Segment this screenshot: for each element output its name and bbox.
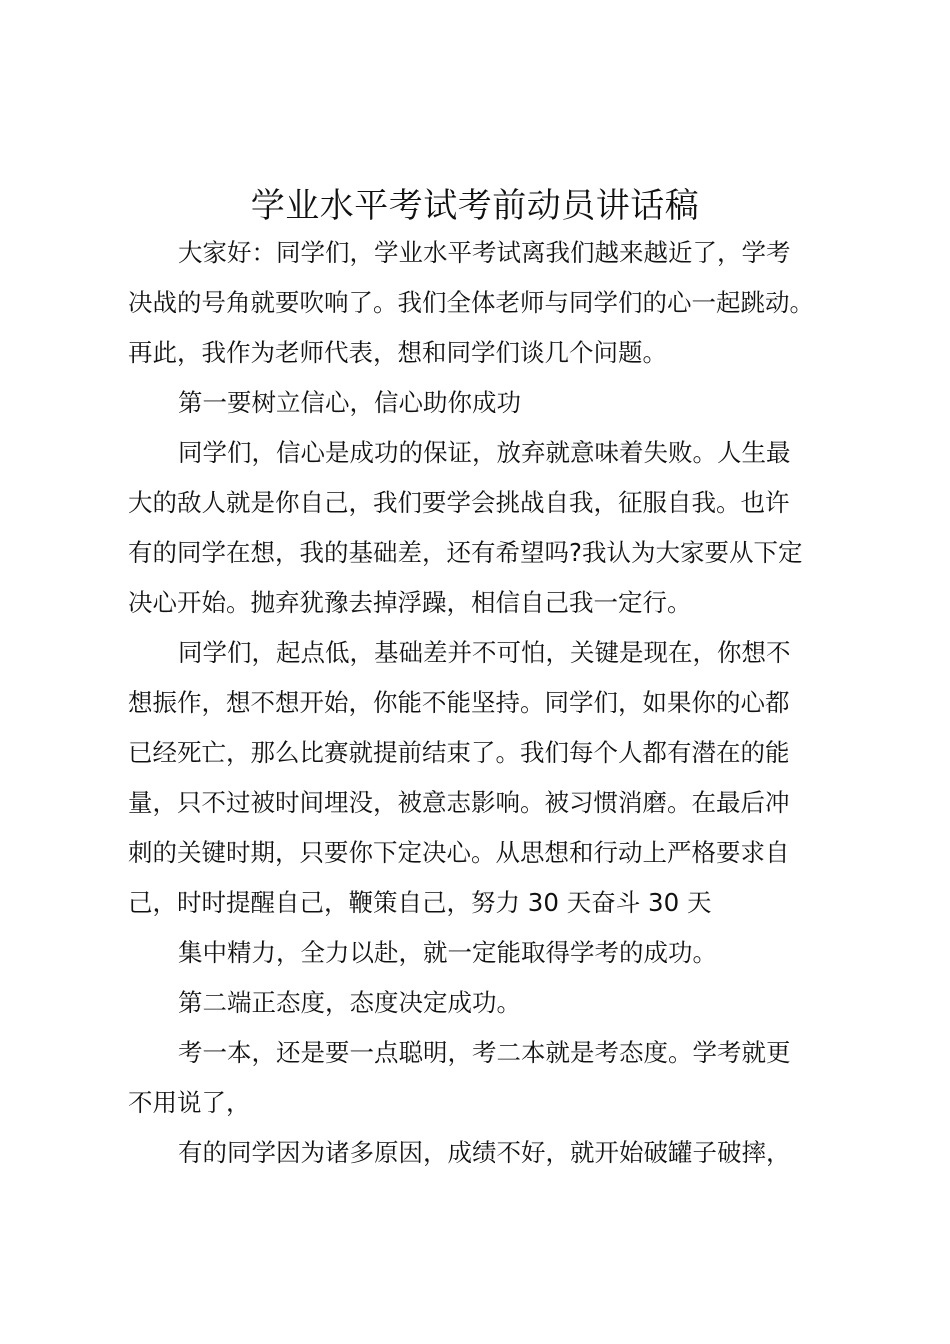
text-line-18: 不用说了， — [128, 1088, 251, 1117]
text-line-13: 刺的关键时期，只要你下定决心。从思想和行动上严格要求自 — [128, 838, 790, 867]
text-line-2: 决战的号角就要吹响了。我们全体老师与同学们的心一起跳动。 — [128, 288, 814, 317]
section-heading-2: 第二端正态度，态度决定成功。 — [178, 988, 521, 1017]
text-line-6: 大的敌人就是你自己，我们要学会挑战自我，征服自我。也许 — [128, 488, 790, 517]
text-line-7: 有的同学在想，我的基础差，还有希望吗?我认为大家要从下定 — [128, 538, 803, 567]
document-body — [128, 228, 840, 1178]
text-line-1: 大家好：同学们，学业水平考试离我们越来越近了，学考 — [178, 238, 791, 267]
text-line-12: 量，只不过被时间埋没，被意志影响。被习惯消磨。在最后冲 — [128, 788, 790, 817]
section-heading-1: 第一要树立信心，信心助你成功 — [178, 388, 521, 417]
text-line-17: 考一本，还是要一点聪明，考二本就是考态度。学考就更 — [178, 1038, 791, 1067]
text-line-5: 同学们，信心是成功的保证，放弃就意味着失败。人生最 — [178, 438, 791, 467]
document-title: 学业水平考试考前动员讲话稿 — [250, 186, 700, 226]
text-line-11: 已经死亡，那么比赛就提前结束了。我们每个人都有潜在的能 — [128, 738, 790, 767]
text-line-14: 己，时时提醒自己，鞭策自己，努力 30 天奋斗 30 天 — [128, 888, 712, 917]
text-line-3: 再此，我作为老师代表，想和同学们谈几个问题。 — [128, 338, 667, 367]
text-line-9: 同学们，起点低，基础差并不可怕，关键是现在，你想不 — [178, 638, 791, 667]
text-line-19: 有的同学因为诸多原因，成绩不好，就开始破罐子破摔， — [178, 1138, 791, 1167]
text-line-15: 集中精力，全力以赴，就一定能取得学考的成功。 — [178, 938, 717, 967]
text-line-10: 想振作，想不想开始，你能不能坚持。同学们，如果你的心都 — [128, 688, 790, 717]
text-line-8: 决心开始。抛弃犹豫去掉浮躁，相信自己我一定行。 — [128, 588, 692, 617]
